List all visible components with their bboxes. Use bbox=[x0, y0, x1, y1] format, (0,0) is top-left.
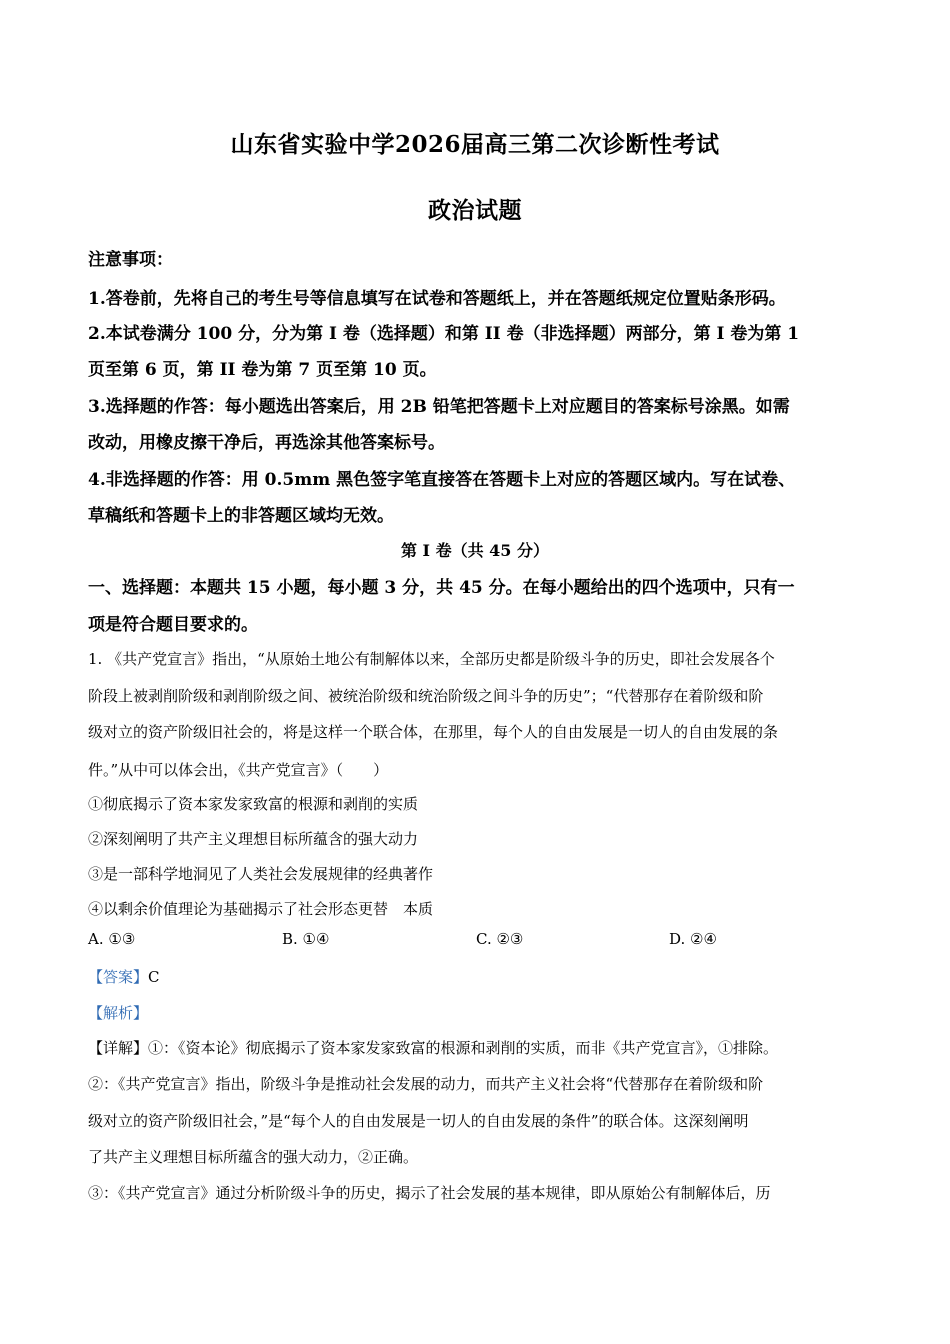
answer-line bbox=[88, 966, 160, 987]
option-c: C. ②③ bbox=[476, 930, 524, 948]
statement-item: ②深刻阐明了共产主义理想目标所蕴含的强大动力 bbox=[88, 830, 419, 848]
option-b: B. ①④ bbox=[282, 930, 330, 948]
answer-label: 【答案】 bbox=[88, 968, 149, 986]
section-instruction: 一、选择题：本题共 15 小题，每小题 3 分，共 45 分。在每小题给出的四个选项中，只有一 bbox=[88, 578, 795, 598]
question-stem-line: 件。”从中可以体会出，《共产党宣言》（ ） bbox=[88, 761, 389, 779]
statement-item: ④以剩余价值理论为基础揭示了社会形态更替 本质 bbox=[88, 900, 434, 918]
option-d: D. ②④ bbox=[669, 930, 717, 948]
option-a: A. ①③ bbox=[88, 930, 136, 948]
answer-value: C bbox=[148, 968, 160, 986]
analysis-label: 【解析】 bbox=[88, 1004, 149, 1022]
notice-line: 页至第 6 页，第 II 卷为第 7 页至第 10 页。 bbox=[88, 360, 437, 380]
volume-title: 第 I 卷（共 45 分） bbox=[400, 541, 550, 560]
exam-subtitle: 政治试题 bbox=[428, 197, 522, 224]
notice-line: 草稿纸和答题卡上的非答题区域均无效。 bbox=[88, 506, 394, 526]
detail-line: ②：《共产党宣言》指出，阶级斗争是推动社会发展的动力，而共产主义社会将“代替那存在着阶级和阶 bbox=[88, 1075, 764, 1093]
detail-line bbox=[88, 1037, 778, 1058]
detail-text: ①：《资本论》彻底揭示了资本家发家致富的根源和剥削的实质，而非《共产党宣言》，①排除。 bbox=[148, 1039, 779, 1057]
notice-line: 3.选择题的作答：每小题选出答案后，用 2B 铅笔把答题卡上对应题目的答案标号涂黑。如需 bbox=[88, 397, 790, 417]
statement-item: ①彻底揭示了资本家发家致富的根源和剥削的实质 bbox=[88, 795, 419, 813]
notice-line: 2.本试卷满分 100 分，分为第 I 卷（选择题）和第 II 卷（非选择题）两部分，第 I 卷为第 1 bbox=[88, 324, 800, 344]
section-instruction: 项是符合题目要求的。 bbox=[88, 615, 258, 635]
statement-item: ③是一部科学地洞见了人类社会发展规律的经典著作 bbox=[88, 865, 434, 883]
notice-line: 4.非选择题的作答：用 0.5mm 黑色签字笔直接答在答题卡上对应的答题区域内。写在试卷、 bbox=[88, 470, 796, 490]
detail-line: 级对立的资产阶级旧社会，”是“每个人的自由发展是一切人的自由发展的条件”的联合体。这深刻阐明 bbox=[88, 1112, 749, 1130]
detail-line: 了共产主义理想目标所蕴含的强大动力，②正确。 bbox=[88, 1148, 419, 1166]
exam-title: 山东省实验中学2026届高三第二次诊断性考试 bbox=[230, 131, 720, 158]
notice-heading: 注意事项： bbox=[88, 250, 173, 270]
question-stem-line: 阶段上被剥削阶级和剥削阶级之间、被统治阶级和统治阶级之间斗争的历史”；“代替那存在着阶级和阶 bbox=[88, 687, 764, 705]
notice-line: 1.答卷前，先将自己的考生号等信息填写在试卷和答题纸上，并在答题纸规定位置贴条形码。 bbox=[88, 289, 786, 309]
question-stem-line: 级对立的资产阶级旧社会的，将是这样一个联合体，在那里，每个人的自由发展是一切人的自由发展的条 bbox=[88, 723, 779, 741]
question-stem-line: 1. 《共产党宣言》指出，“从原始土地公有制解体以来，全部历史都是阶级斗争的历史，即社会发展各个 bbox=[88, 650, 775, 668]
notice-line: 改动，用橡皮擦干净后，再选涂其他答案标号。 bbox=[88, 433, 445, 453]
detail-line: ③：《共产党宣言》通过分析阶级斗争的历史，揭示了社会发展的基本规律，即从原始公有制解体后，历 bbox=[88, 1184, 771, 1202]
detail-label: 【详解】 bbox=[88, 1039, 149, 1057]
